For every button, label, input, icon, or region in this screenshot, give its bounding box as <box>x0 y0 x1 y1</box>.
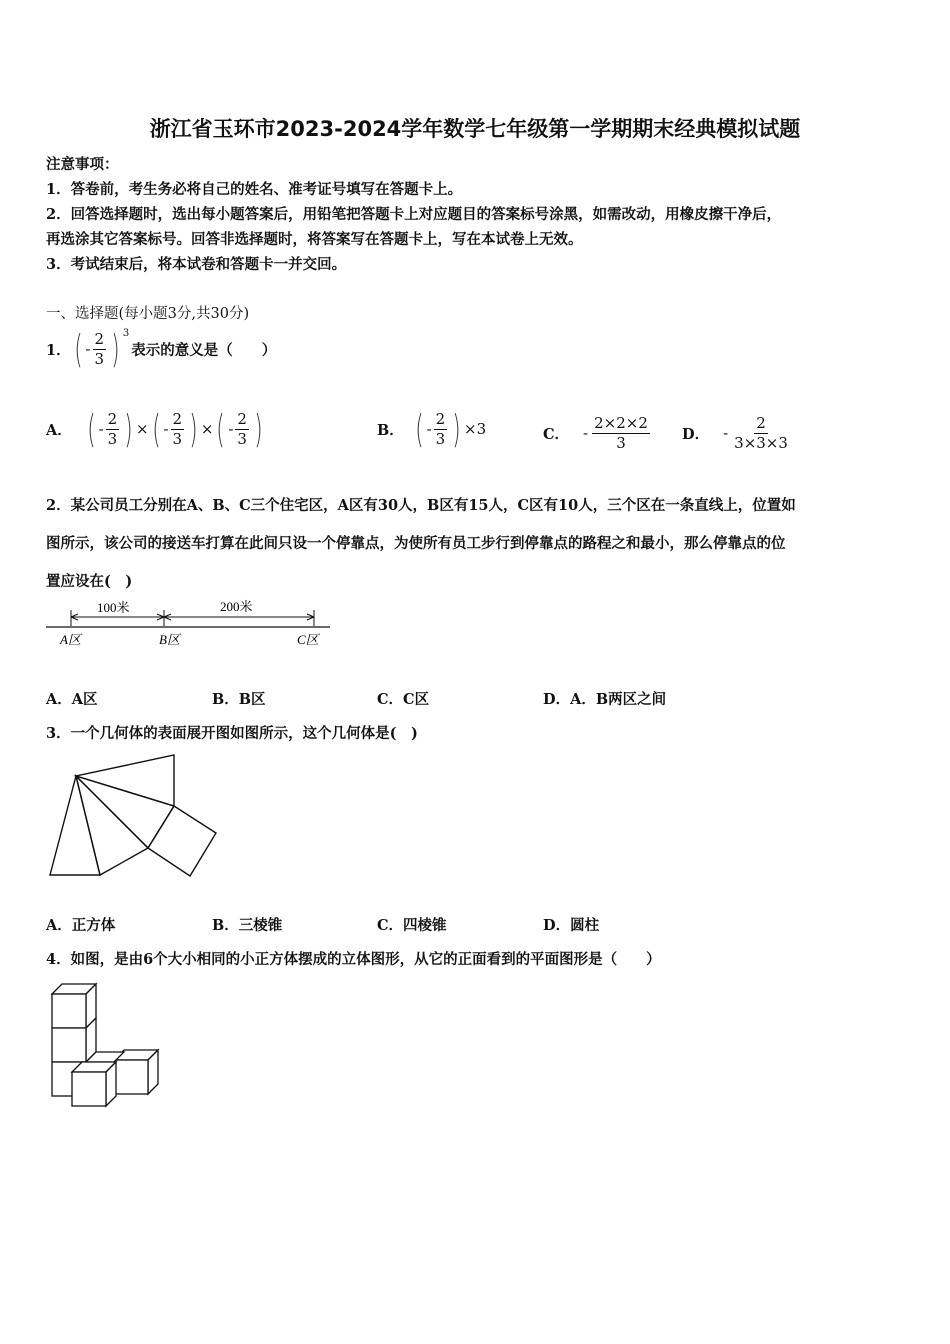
question-number: 1． <box>46 341 71 359</box>
minus-sign: - <box>228 420 234 439</box>
cube-front <box>52 994 86 1028</box>
point-c-label: C区 <box>297 632 319 647</box>
fraction-denominator: 3 <box>94 349 105 368</box>
option-a[interactable]: A． ( - $\frac{2}{3}$ ) × ( - $\frac{2}{3}$ ) × ( - $\frac{2}{3}$ ) <box>46 407 263 452</box>
option-c[interactable]: C．四棱锥 <box>377 917 447 934</box>
net-triangle-4 <box>76 755 174 806</box>
fraction-numerator: 2×2×2 <box>594 414 648 432</box>
point-a-label: A区 <box>60 632 81 647</box>
minus-sign: - <box>426 420 432 439</box>
cube-front <box>114 1060 148 1094</box>
option-c[interactable] <box>543 414 652 453</box>
option-d[interactable]: D．A．B两区之间 <box>543 691 667 708</box>
distance-ab-label: 100米 <box>97 600 130 615</box>
cube-front <box>52 1028 86 1062</box>
minus-sign: - <box>98 420 104 439</box>
notice-heading: 注意事项： <box>46 156 119 173</box>
fraction-denominator: 3 <box>616 433 626 452</box>
option-b-tail: ×3 <box>464 420 487 439</box>
option-d[interactable]: D．圆柱 <box>543 917 600 934</box>
times-sign: × <box>136 420 149 439</box>
option-a[interactable]: A．A区 <box>46 691 98 708</box>
fraction-denominator: 3 <box>107 429 118 448</box>
exponent: 3 <box>122 327 130 339</box>
residential-line-figure <box>40 592 340 656</box>
question-3-stem: 3．一个几何体的表面展开图如图所示，这个几何体是( ) <box>46 725 418 742</box>
minus-sign: - <box>85 340 91 359</box>
cube-front <box>72 1072 106 1106</box>
net-triangle-2 <box>76 776 148 875</box>
fraction-numerator: 2 <box>237 410 247 428</box>
question-stem: 表示的意义是（ ） <box>131 341 277 359</box>
fraction-denominator: 3 <box>237 429 247 448</box>
fraction-numerator: 2 <box>435 410 446 428</box>
fraction-numerator: 2 <box>172 410 183 428</box>
times-sign: × <box>200 420 214 439</box>
option-d[interactable] <box>682 414 792 453</box>
notice-item: 1．答卷前，考生务必将自己的姓名、准考证号填写在答题卡上。 <box>46 181 463 198</box>
question-4-stem: 4．如图，是由6个大小相同的小正方体摆成的立体图形，从它的正面看到的平面图形是（ ） <box>46 951 661 968</box>
minus-sign: - <box>723 424 729 443</box>
option-label: C． <box>543 425 570 443</box>
fraction-denominator: 3 <box>172 429 183 448</box>
notice-item: 2．回答选择题时，选出每小题答案后，用铅笔把答题卡上对应题目的答案标号涂黑，如需改动，用橡皮擦干净后， <box>46 206 782 223</box>
option-label: D． <box>682 425 710 443</box>
question-2-line: 图所示，该公司的接送车打算在此间只设一个停靠点，为使所有员工步行到停靠点的路程之和最小，那么停靠点的位 <box>46 535 786 552</box>
fraction-denominator: 3×3×3 <box>734 433 788 452</box>
fraction-numerator: 2 <box>756 414 766 432</box>
question-2-line: 2．某公司员工分别在A、B、C三个住宅区，A区有30人，B区有15人，C区有10人，三个区在一条直线上，位置如 <box>46 497 796 514</box>
option-b[interactable]: B．B区 <box>212 691 266 708</box>
option-c[interactable]: C．C区 <box>377 691 430 708</box>
minus-sign: - <box>583 424 589 443</box>
section-heading: 一、选择题(每小题3分,共30分) <box>46 306 250 322</box>
page-title: 浙江省玉环市2023-2024学年数学七年级第一学期期末经典模拟试题 <box>149 117 801 141</box>
distance-bc-label: 200米 <box>220 599 253 614</box>
notice-item: 再选涂其它答案标号。回答非选择题时，将答案写在答题卡上，写在本试卷上无效。 <box>46 231 583 248</box>
option-b[interactable]: B．三棱锥 <box>212 917 283 934</box>
notice-item: 3．考试结束后，将本试卷和答题卡一并交回。 <box>46 256 347 273</box>
option-label: A． <box>46 421 72 439</box>
net-square-base <box>148 806 216 876</box>
question-1: 1． ( - $\frac{2}{3}$ ) 3 表示的意义是（ ） <box>46 327 277 372</box>
minus-sign: - <box>163 420 169 439</box>
option-a[interactable]: A．正方体 <box>46 917 116 934</box>
fraction-numerator: 2 <box>107 410 118 428</box>
question-2-line: 置应设在( ) <box>46 573 133 590</box>
point-b-label: B区 <box>159 632 180 647</box>
cube-stack-figure <box>44 978 164 1110</box>
pyramid-net-figure <box>44 750 224 882</box>
fraction-denominator: 3 <box>435 429 446 448</box>
net-triangle-1 <box>50 776 100 875</box>
fraction-numerator: 2 <box>94 330 105 348</box>
option-b[interactable]: B． ( - $\frac{2}{3}$ ) ×3 <box>377 407 487 452</box>
option-label: B． <box>377 421 404 439</box>
